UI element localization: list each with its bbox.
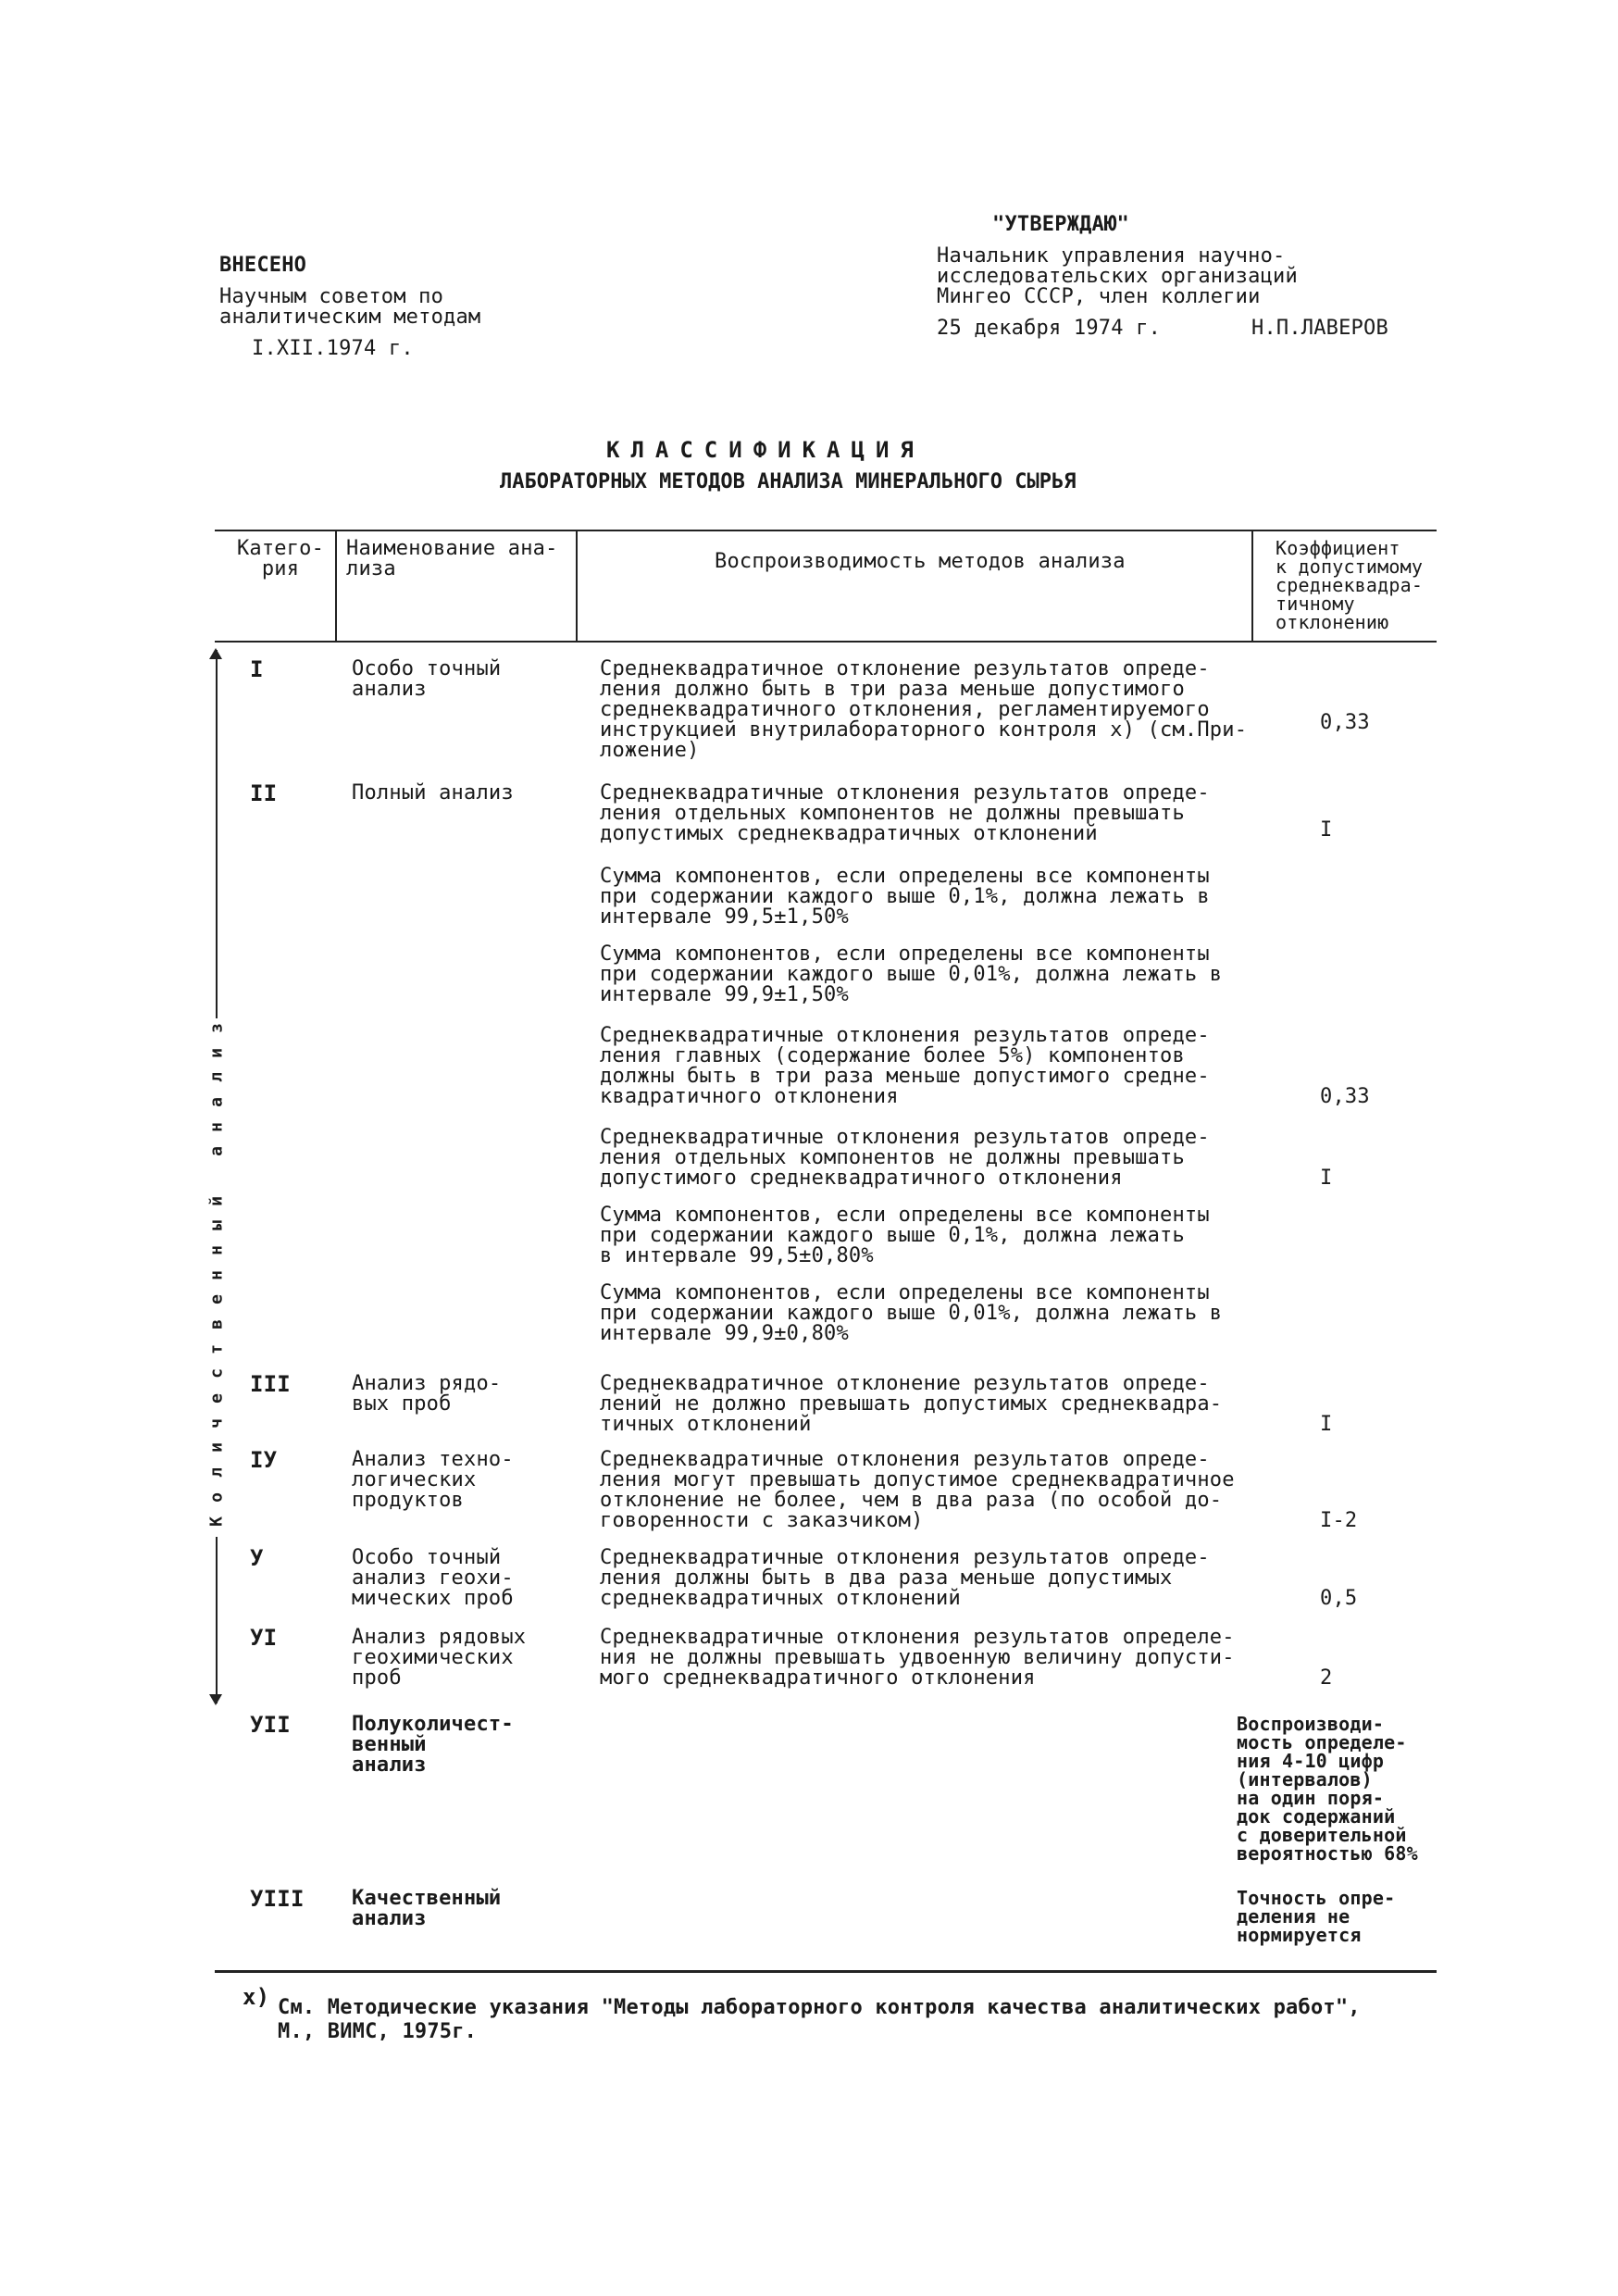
coefficient-cell: 2 [1320, 1666, 1333, 1690]
analysis-name-cell: Анализ рядовых геохимических проб [352, 1626, 527, 1690]
coefficient-cell: I-2 [1320, 1509, 1358, 1532]
col-divider-3 [1251, 531, 1253, 641]
analysis-name-cell: Полуколичест- венный анализ [352, 1713, 514, 1777]
footnote-marker: x) [243, 1984, 270, 2010]
approver-name: Н.П.ЛАВЕРОВ [1251, 317, 1388, 340]
coefficient-cell: 0,5 [1320, 1587, 1358, 1610]
reproducibility-cell: Среднеквадратичные отклонения результатов опреде- ления главных (содержание более 5%) компонентов должны быть в три раза меньше допустимого средне- квадратичного отклонения [600, 1024, 1210, 1108]
category-cell: У [250, 1545, 264, 1571]
analysis-name-cell: Особо точный анализ [352, 657, 502, 701]
side-label-letter: ч [206, 1417, 227, 1429]
category-cell: II [250, 780, 278, 806]
category-cell: УII [250, 1712, 291, 1738]
table-header-rule [215, 641, 1437, 643]
reproducibility-cell: Среднеквадратичные отклонения результатов опреде- ления должны быть в два раза меньше допустимых среднеквадратичных отклонений [600, 1546, 1210, 1610]
side-label-letter: л [206, 1467, 227, 1478]
coefficient-cell: Воспроизводи- мость определе- ния 4-10 цифр (интервалов) на один поря- док содержаний с доверительной вероятностью 68% [1237, 1713, 1418, 1865]
col-divider-1 [335, 531, 337, 641]
analysis-name-cell: Анализ техно- логических продуктов [352, 1448, 514, 1512]
header-coefficient: Коэффициент к допустимому среднеквадра- тичному отклонению [1276, 537, 1424, 633]
side-label-letter: с [206, 1368, 227, 1379]
reproducibility-cell: Сумма компонентов, если определены все компоненты при содержании каждого выше 0,01%, должна лежать в интервале 99,9±0,80% [600, 1281, 1223, 1345]
analysis-name-cell: Качественный анализ [352, 1887, 502, 1930]
coefficient-cell: Точность опре- деления не нормируется [1237, 1887, 1396, 1946]
category-cell: I [250, 656, 264, 682]
header-category: Катего- рия [236, 537, 325, 580]
side-label-letter: е [206, 1294, 227, 1305]
submitted-by-line2: аналитическим методам [219, 306, 481, 329]
analysis-name-cell: Анализ рядо- вых проб [352, 1372, 502, 1416]
approval-date: 25 декабря 1974 г. [937, 317, 1162, 340]
col-divider-2 [576, 531, 578, 641]
side-label-letter: ы [206, 1220, 227, 1231]
approver-line3: Мингео СССР, член коллегии [937, 285, 1261, 308]
table-top-rule [215, 530, 1437, 531]
side-label-letter: и [206, 1047, 227, 1058]
coefficient-cell: I [1320, 818, 1333, 842]
side-label-letter: а [206, 1146, 227, 1157]
side-label-letter: е [206, 1393, 227, 1404]
submitted-date: I.XII.1974 г. [252, 337, 414, 360]
side-label-letter: и [206, 1442, 227, 1454]
reproducibility-cell: Сумма компонентов, если определены все компоненты при содержании каждого выше 0,1%, должна лежать в интервале 99,5±0,80% [600, 1204, 1210, 1267]
reproducibility-cell: Среднеквадратичные отклонения результатов определе- ния не должны превышать удвоенную величину допусти- мого среднеквадратичного отклонения [600, 1626, 1235, 1690]
side-label-letter: н [206, 1121, 227, 1132]
side-label-letter: т [206, 1343, 227, 1354]
bracket-arrow-up-icon [209, 648, 222, 659]
category-cell: III [250, 1371, 291, 1397]
reproducibility-cell: Среднеквадратичное отклонение результатов опреде- лений не должно превышать допустимых среднеквадра- тичных отклонений [600, 1372, 1223, 1436]
document-title: КЛАССИФИКАЦИЯ [606, 437, 925, 463]
footnote-line1: См. Методические указания "Методы лабораторного контроля качества аналитических работ", [278, 1996, 1361, 2019]
submitted-by-line1: Научным советом по [219, 285, 444, 308]
approver-line2: исследовательских организаций [937, 265, 1298, 288]
category-cell: УIII [250, 1886, 305, 1912]
coefficient-cell: I [1320, 1167, 1333, 1190]
footnote-line2: М., ВИМС, 1975г. [278, 2020, 478, 2043]
header-reproducibility: Воспроизводимость методов анализа [715, 550, 1126, 573]
document-subtitle: ЛАБОРАТОРНЫХ МЕТОДОВ АНАЛИЗА МИНЕРАЛЬНОГО СЫРЬЯ [500, 470, 1077, 493]
coefficient-cell: 0,33 [1320, 711, 1370, 734]
side-label-letter: л [206, 1072, 227, 1083]
side-label-letter: з [206, 1023, 227, 1033]
reproducibility-cell: Сумма компонентов, если определены все компоненты при содержании каждого выше 0,1%, должна лежать в интервале 99,5±1,50% [600, 865, 1210, 929]
reproducibility-cell: Среднеквадратичные отклонения результатов опреде- ления отдельных компонентов не должны превышать допустимых среднеквадратичных отклонений [600, 781, 1210, 845]
side-label-letter: К [206, 1516, 227, 1528]
coefficient-cell: I [1320, 1413, 1333, 1436]
bracket-arrow-down-icon [209, 1694, 222, 1705]
category-cell: УI [250, 1625, 278, 1651]
side-label-letter: н [206, 1245, 227, 1255]
reproducibility-cell: Среднеквадратичное отклонение результатов опреде- ления должно быть в три раза меньше допустимого среднеквадратичного отклонения, регламентируемого инструкцией внутрилабораторного контроля x) (см.При- ложение) [600, 657, 1248, 762]
reproducibility-cell: Среднеквадратичные отклонения результатов опреде- ления отдельных компонентов не должны превышать допустимого среднеквадратичного отклонения [600, 1126, 1210, 1190]
approver-line1: Начальник управления научно- [937, 244, 1286, 268]
analysis-name-cell: Особо точный анализ геохи- мических проб [352, 1546, 514, 1610]
side-label [200, 1018, 233, 1537]
side-label-letter: н [206, 1269, 227, 1280]
header-analysis-name: Наименование ана- лиза [346, 537, 558, 580]
side-label-letter: й [206, 1195, 227, 1206]
side-label-letter: в [206, 1319, 227, 1329]
side-label-letter: а [206, 1097, 227, 1107]
side-label-letter: о [206, 1491, 227, 1503]
category-cell: IУ [250, 1447, 278, 1473]
analysis-name-cell: Полный анализ [352, 781, 514, 805]
reproducibility-cell: Сумма компонентов, если определены все компоненты при содержании каждого выше 0,01%, должна лежать в интервале 99,9±1,50% [600, 942, 1223, 1006]
coefficient-cell: 0,33 [1320, 1085, 1370, 1108]
reproducibility-cell: Среднеквадратичные отклонения результатов опреде- ления могут превышать допустимое среднеквадратичное отклонение не более, чем в два раза (по особой до- говоренности с заказчиком) [600, 1448, 1235, 1532]
submitted-label: ВНЕСЕНО [219, 254, 307, 277]
approved-label: "УТВЕРЖДАЮ" [992, 213, 1129, 236]
table-bottom-rule [215, 1970, 1437, 1973]
